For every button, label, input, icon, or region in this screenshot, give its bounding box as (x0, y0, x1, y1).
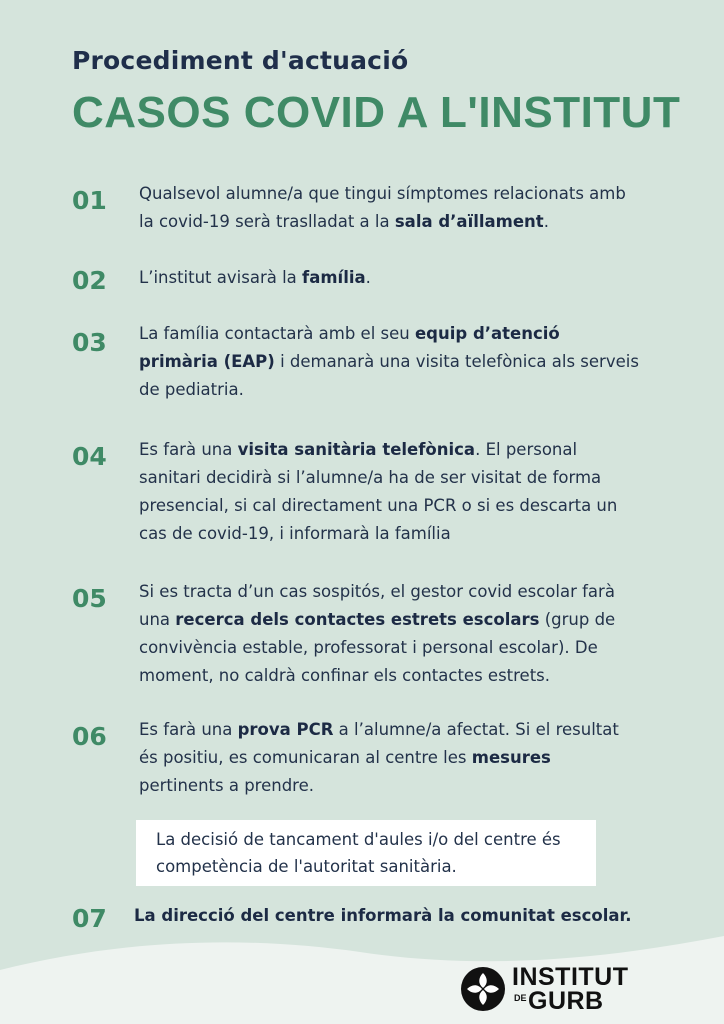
logo-text-gurb: GURB (528, 987, 604, 1015)
step-number: 01 (72, 186, 107, 215)
step-text (139, 320, 639, 404)
step-text-run: (grup de convivència estable, professorat i personal escolar). De moment, no caldrà confinar els contactes estrets. (139, 610, 616, 685)
step-text (139, 436, 639, 548)
step-text (139, 716, 639, 800)
note-box: La decisió de tancament d'aules i/o del centre és competència de l'autoritat sanitària. (136, 820, 596, 886)
step-text-run: i demanarà una visita telefònica als serveis de pediatria. (139, 352, 639, 399)
step-text-highlight: mesures (471, 748, 551, 767)
step-number: 06 (72, 722, 107, 751)
step-text-highlight: família (302, 268, 366, 287)
step-text-run: . (543, 212, 549, 231)
logo-text-de: DE (514, 993, 527, 1003)
step-text-highlight: visita sanitària telefònica (237, 440, 476, 459)
step-number: 04 (72, 442, 107, 471)
page-subtitle: Procediment d'actuació (72, 46, 409, 75)
step-text-run: a l’alumne/a afectat. Si el resultat és positiu, es comunicaran al centre les (139, 720, 619, 767)
institut-gurb-logo (460, 964, 630, 1016)
logo-text-institut: INSTITUT (512, 963, 629, 991)
step-text-run: pertinents a prendre. (139, 776, 314, 795)
step-number: 05 (72, 584, 107, 613)
step-text (139, 264, 639, 292)
step-text-run: L’institut avisarà la (139, 268, 303, 287)
step-number: 07 (72, 904, 107, 933)
step-text-highlight: prova PCR (237, 720, 334, 739)
step-text-run: La família contactarà amb el seu (139, 324, 415, 343)
logo-mark-icon (460, 966, 506, 1012)
page-title: CASOS COVID A L'INSTITUT (72, 88, 681, 137)
step-number: 02 (72, 266, 107, 295)
step-text-run: Es farà una (139, 720, 238, 739)
step-text (139, 180, 639, 236)
step-text: La direcció del centre informarà la comunitat escolar. (134, 906, 632, 925)
step-text-highlight: sala d’aïllament (394, 212, 544, 231)
step-text-highlight: recerca dels contactes estrets escolars (175, 610, 540, 629)
step-number: 03 (72, 328, 107, 357)
step-text (139, 578, 639, 690)
step-text-highlight: equip d’atenció primària (EAP) (139, 324, 560, 371)
step-text-run: . El personal sanitari decidirà si l’alumne/a ha de ser visitat de forma presencial, si cal directament una PCR o si es descarta un cas de covid-19, i informarà la família (139, 440, 618, 543)
step-text-run: . (365, 268, 371, 287)
step-text-run: Si es tracta d’un cas sospitós, el gestor covid escolar farà una (139, 582, 615, 629)
step-text-run: Qualsevol alumne/a que tingui símptomes relacionats amb la covid-19 serà traslladat a la (139, 184, 626, 231)
step-text-run: Es farà una (139, 440, 238, 459)
